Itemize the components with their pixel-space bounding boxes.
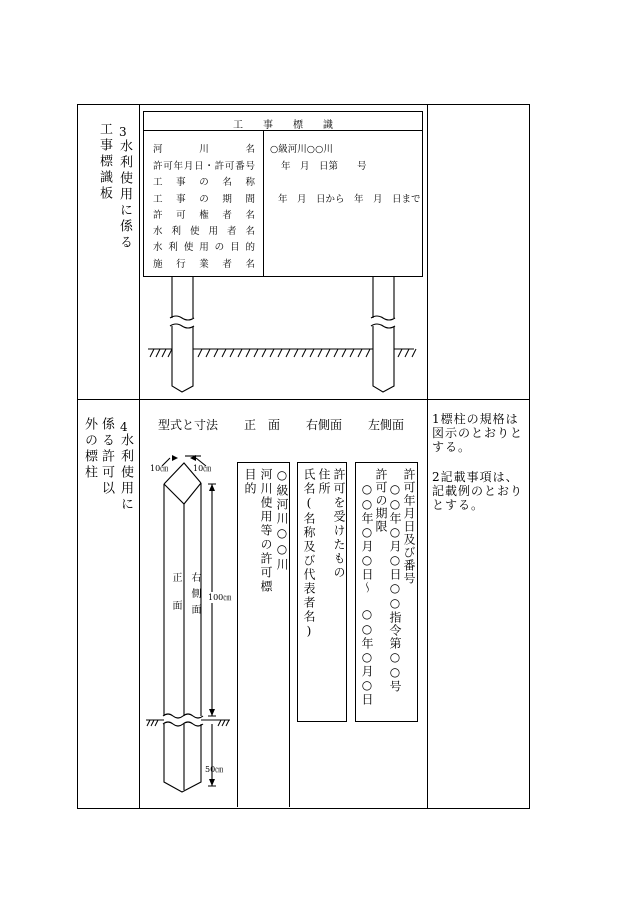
dim-bottom: 50㎝ (205, 765, 224, 774)
sign-label-river: 河川名 (153, 144, 255, 155)
row1-title-line2: 工事標識板 (97, 122, 112, 202)
dim-top-right: 10㎝ (193, 464, 212, 473)
post-face-right: 右側面 (189, 572, 200, 620)
header-type-size: 型式と寸法 (158, 418, 219, 432)
sign-label-purpose: 水利使用の目的 (153, 242, 255, 253)
sign-value-work-period: 年 月 日から 年 月 日まで (278, 194, 421, 205)
dim-height: 100㎝ (208, 593, 232, 602)
left-text-limit-dates: ○○年○月○日～ ○○年○月○日 (360, 482, 374, 706)
sign-heading: 工 事 標 識 (233, 120, 333, 131)
right-text-name: 氏名(名称及び代表者名) (302, 468, 316, 640)
note-2: 2記載事項は、記載例のとおりとする。 (432, 470, 524, 512)
sign-label-work-name: 工事の名称 (153, 177, 255, 188)
post-face-front: 正面 (170, 572, 181, 628)
sign-value-river: ○級河川○○川 (270, 144, 333, 155)
row1-number: 3 (119, 125, 130, 139)
front-text-river: ○級河川○○川 (275, 468, 289, 572)
sign-label-work-period: 工事の期間 (153, 194, 255, 205)
note-1: 1標柱の規格は図示のとおりとする。 (432, 412, 524, 454)
row2-title-line1: 水利使用に (118, 433, 133, 513)
right-text-permittee: 許可を受けたもの (332, 468, 346, 580)
header-left-side: 左側面 (368, 418, 405, 432)
left-text-permit-date: 許可年月日及び番号 (402, 468, 416, 585)
front-text-permit-label: 河川使用等の許可標 (259, 468, 273, 594)
row2-title-line2: 係る許可以 (99, 417, 114, 497)
row2-number: 4 (120, 420, 131, 434)
header-right-side: 右側面 (306, 418, 343, 432)
row1-title-line1: 水利使用に係る (117, 139, 132, 251)
row2-title-line3: 外の標柱 (82, 417, 97, 481)
header-front: 正 面 (244, 418, 281, 432)
sign-label-user: 水利使用者名 (153, 226, 255, 237)
left-text-permit-number: ○○年○月○日○○指令第○○号 (388, 482, 402, 693)
sign-label-contractor: 施行業者名 (153, 259, 255, 270)
sign-label-authority: 許可権者名 (153, 210, 255, 221)
left-text-permit-limit: 許可の期限 (374, 468, 388, 533)
sign-label-permit-date: 許可年月日・許可番号 (153, 161, 255, 172)
dim-top-left: 10㎝ (150, 464, 169, 473)
front-text-purpose: 目的 (243, 468, 257, 496)
sign-value-permit-date: 年 月 日第 号 (281, 161, 367, 172)
right-text-address: 住所 (317, 468, 331, 496)
